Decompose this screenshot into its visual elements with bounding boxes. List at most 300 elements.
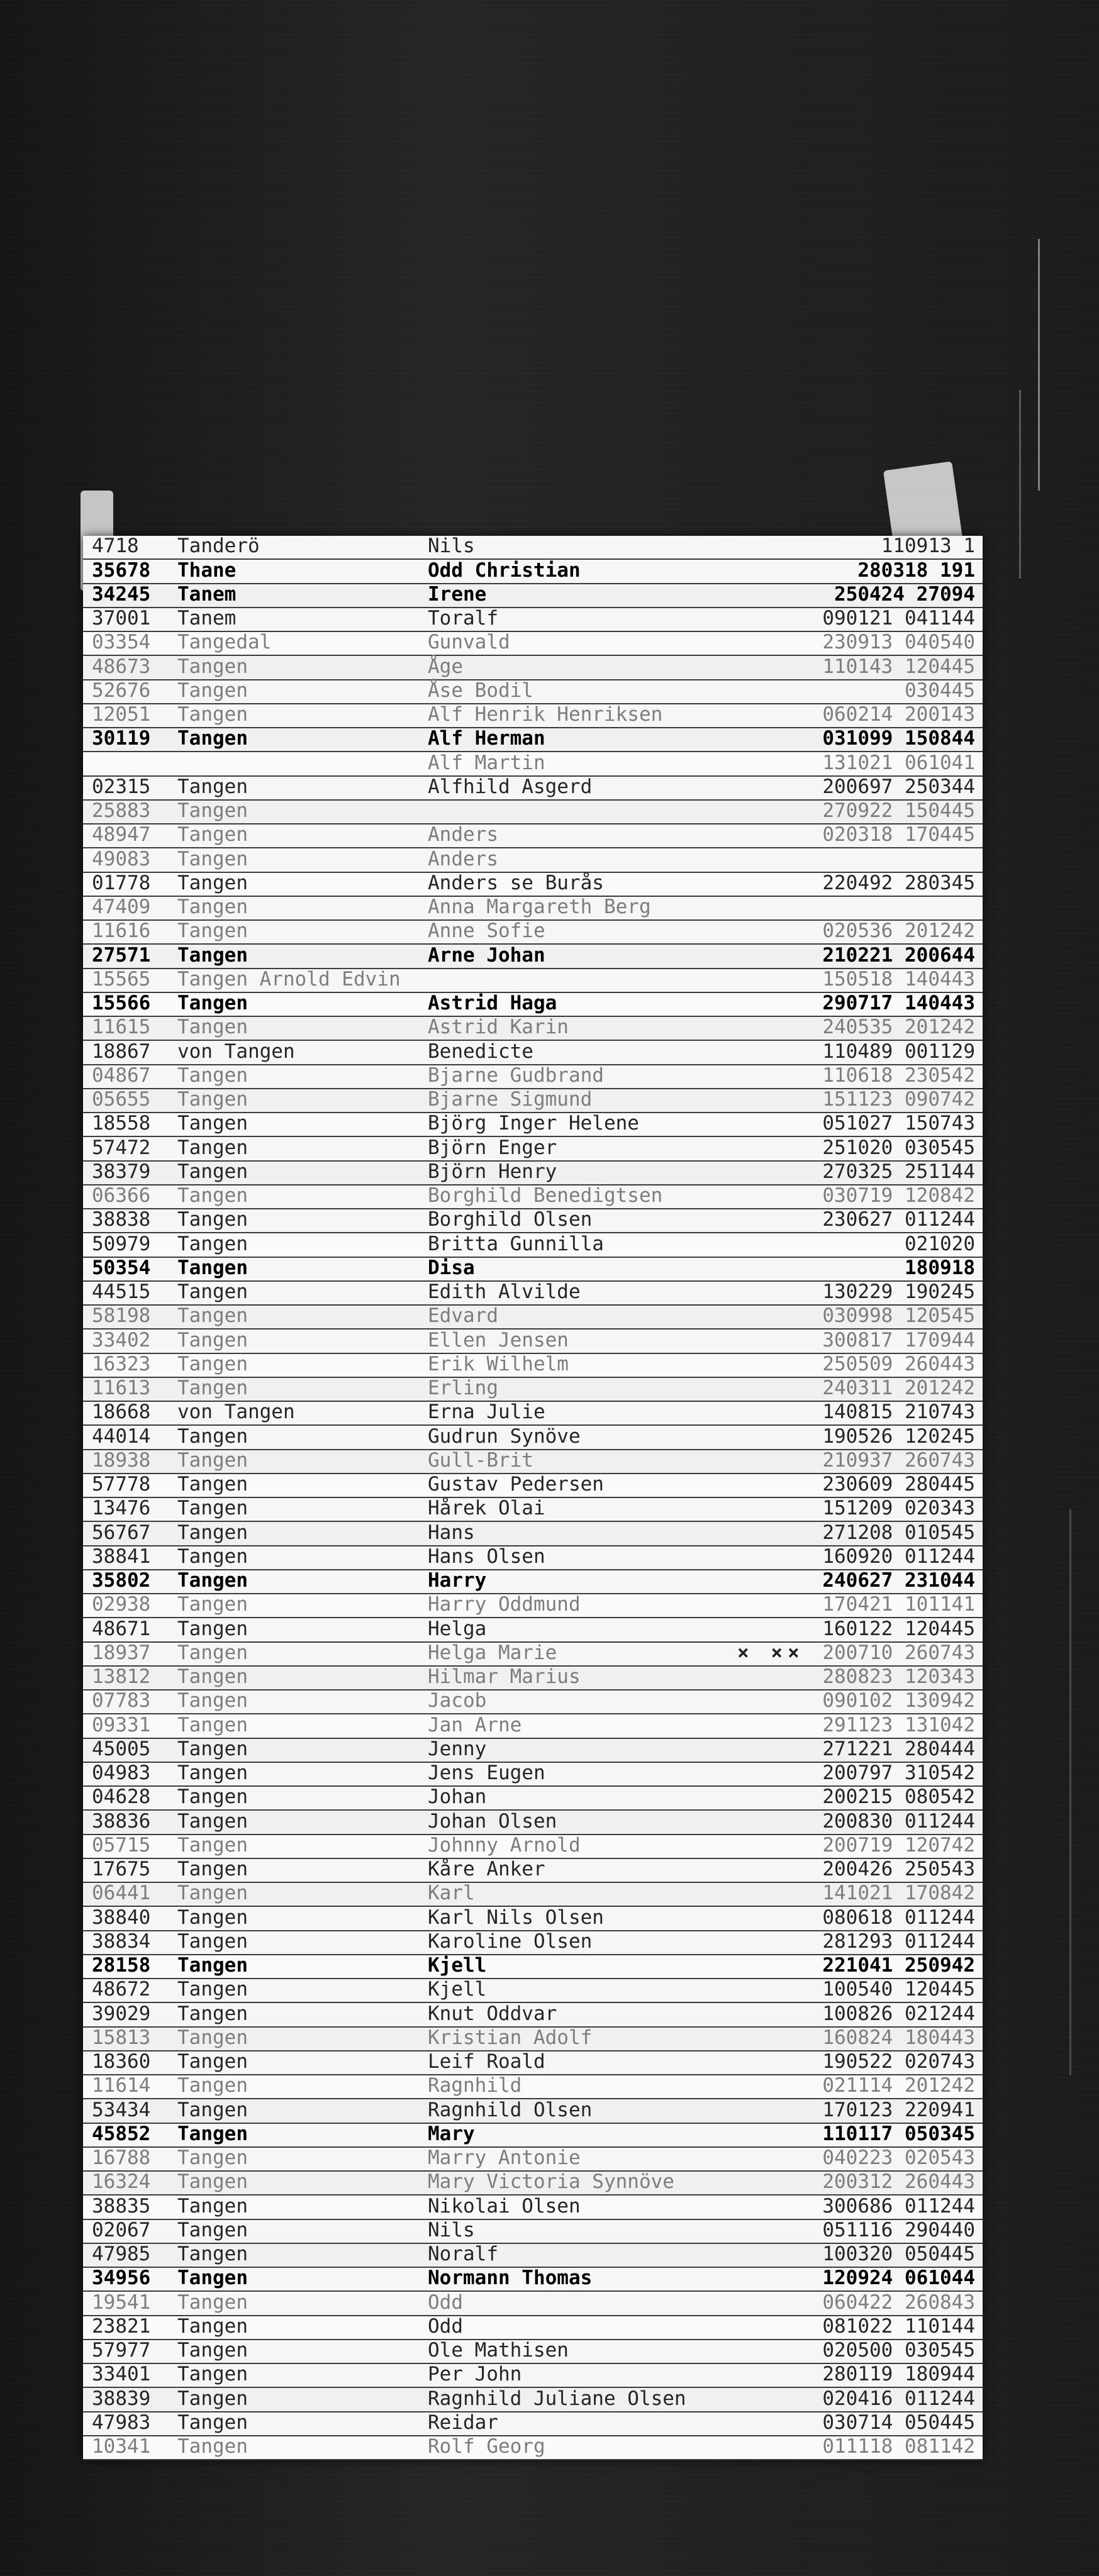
card-dates: 100320 050445: [822, 2243, 975, 2265]
card-row: [83, 1306, 983, 1330]
card-row: [83, 1402, 983, 1426]
card-row: [83, 1835, 983, 1859]
card-number: 13476: [92, 1497, 151, 1520]
card-surname: Tanem: [177, 607, 237, 630]
card-dates: 160122 120445: [822, 1617, 975, 1640]
card-number: 30119: [92, 727, 151, 750]
card-dates: 020536 201242: [822, 919, 975, 943]
card-number: 38836: [92, 1809, 151, 1833]
card-row: [83, 2075, 983, 2099]
card-row: [83, 2148, 983, 2172]
card-surname: Tangen: [177, 1497, 248, 1520]
card-number: 35802: [92, 1569, 151, 1592]
card-number: 15813: [92, 2026, 151, 2049]
card-number: 57778: [92, 1473, 151, 1496]
card-number: 02938: [92, 1593, 151, 1616]
card-surname: Tangen: [177, 2122, 248, 2145]
card-dates: 240311 201242: [822, 1377, 975, 1399]
card-row: [83, 1690, 983, 1714]
card-given-name: Mary Victoria Synnöve: [428, 2170, 674, 2194]
card-surname: Tangen: [177, 2290, 248, 2314]
card-given-name: Reidar: [428, 2411, 498, 2434]
card-number: 04628: [92, 1785, 151, 1809]
card-surname: Tangen: [177, 1208, 248, 1231]
card-row: [83, 2436, 983, 2460]
card-row: [83, 1498, 983, 1522]
card-number: 16324: [92, 2170, 151, 2194]
card-surname: von Tangen: [177, 1401, 295, 1424]
card-surname: Tangen: [177, 1929, 248, 1953]
card-row: [83, 1763, 983, 1787]
card-row: [83, 536, 983, 560]
card-number: 27571: [92, 943, 151, 967]
card-number: 16323: [92, 1352, 151, 1375]
card-dates: 270325 251144: [822, 1160, 975, 1183]
card-surname: Tangen: [177, 1521, 248, 1544]
card-given-name: Mary: [428, 2122, 475, 2145]
card-row: [83, 680, 983, 704]
card-number: 38839: [92, 2387, 151, 2410]
card-row: [83, 1209, 983, 1233]
card-given-name: Noralf: [428, 2243, 498, 2265]
card-number: 37001: [92, 607, 151, 630]
card-given-name: Björn Henry: [428, 1160, 557, 1183]
card-dates: 280318 191: [857, 558, 975, 582]
card-dates: 150518 140443: [822, 967, 975, 991]
card-surname: Tangen: [177, 1617, 248, 1640]
card-surname: Tangen: [177, 919, 248, 943]
card-row: [83, 656, 983, 680]
card-dates: 160920 011244: [822, 1545, 975, 1568]
card-surname: Tangen: [177, 679, 248, 702]
card-surname: Tangen: [177, 2170, 248, 2194]
card-number: 38840: [92, 1906, 151, 1929]
card-number: 34956: [92, 2267, 151, 2290]
card-given-name: Borghild Olsen: [428, 1208, 593, 1231]
card-dates: 210937 260743: [822, 1448, 975, 1472]
card-dates: 200426 250543: [822, 1858, 975, 1880]
card-dates: 220492 280345: [822, 871, 975, 894]
card-dates: 110618 230542: [822, 1063, 975, 1087]
card-number: 4718: [92, 536, 139, 558]
card-surname: Tangen: [177, 1858, 248, 1880]
card-surname: Tangen: [177, 1954, 248, 1977]
card-given-name: Kåre Anker: [428, 1858, 545, 1880]
card-given-name: Astrid Karin: [428, 1016, 569, 1039]
card-dates: 031099 150844: [822, 727, 975, 750]
card-row: [83, 1931, 983, 1955]
card-row: [83, 752, 983, 776]
card-number: 45005: [92, 1737, 151, 1760]
card-number: 47985: [92, 2243, 151, 2265]
card-surname: Tangen: [177, 1136, 248, 1159]
card-number: 39029: [92, 2002, 151, 2025]
card-given-name: Gunvald: [428, 631, 510, 654]
card-surname: Tangen: [177, 1016, 248, 1039]
card-surname: Tangen: [177, 2026, 248, 2049]
card-surname: Tangen: [177, 2002, 248, 2025]
card-row: [83, 1426, 983, 1450]
card-surname: Tangen: [177, 1689, 248, 1713]
card-surname: Tangen: [177, 2339, 248, 2362]
card-row: [83, 2172, 983, 2196]
card-dates: 030719 120842: [822, 1184, 975, 1207]
card-given-name: Hilmar Marius: [428, 1665, 581, 1688]
card-row: [83, 704, 983, 728]
card-row: [83, 1787, 983, 1811]
card-row: [83, 2244, 983, 2268]
card-given-name: Edith Alvilde: [428, 1280, 581, 1303]
card-row: [83, 1667, 983, 1690]
card-given-name: Erna Julie: [428, 1401, 545, 1424]
card-dates: 021020: [905, 1232, 975, 1255]
card-row: [83, 608, 983, 632]
card-surname: Tangen: [177, 1713, 248, 1736]
card-number: 18558: [92, 1112, 151, 1135]
card-row: [83, 2388, 983, 2412]
card-surname: Tanem: [177, 582, 237, 606]
card-given-name: Karl: [428, 1882, 475, 1905]
card-dates: 020416 011244: [822, 2387, 975, 2410]
card-given-name: Marry Antonie: [428, 2146, 581, 2169]
card-number: 18937: [92, 1641, 151, 1664]
card-given-name: Anders se Burås: [428, 871, 604, 894]
card-number: 47983: [92, 2411, 151, 2434]
card-surname: Tangen: [177, 1762, 248, 1784]
card-surname: Tanderö: [177, 536, 260, 558]
card-row: [83, 2028, 983, 2051]
card-surname: Tangen: [177, 1063, 248, 1087]
card-row: [83, 824, 983, 848]
card-row: [83, 632, 983, 656]
card-given-name: Disa: [428, 1256, 475, 1279]
card-row: [83, 1065, 983, 1089]
card-dates: 240627 231044: [822, 1569, 975, 1592]
card-surname: Tangen: [177, 1545, 248, 1568]
card-row: [83, 945, 983, 969]
card-row: [83, 1282, 983, 1306]
card-dates: 200697 250344: [822, 775, 975, 798]
card-dates: 060214 200143: [822, 703, 975, 726]
card-surname: Tangen: [177, 2050, 248, 2073]
card-number: 38379: [92, 1160, 151, 1183]
card-row: [83, 777, 983, 801]
card-number: 56767: [92, 1521, 151, 1544]
card-dates: 100826 021244: [822, 2002, 975, 2025]
card-number: 17675: [92, 1858, 151, 1880]
card-dates: 270922 150445: [822, 799, 975, 822]
card-row: [83, 1185, 983, 1209]
card-number: 19541: [92, 2290, 151, 2314]
card-given-name: Anne Sofie: [428, 919, 545, 943]
card-number: 50979: [92, 1232, 151, 1255]
card-number: 48947: [92, 823, 151, 847]
card-given-name: Leif Roald: [428, 2050, 545, 2073]
card-number: 23821: [92, 2314, 151, 2338]
card-surname: Tangen: [177, 2243, 248, 2265]
card-surname: Tangen: [177, 1737, 248, 1760]
card-given-name: Toralf: [428, 607, 498, 630]
card-dates: 280119 180944: [822, 2363, 975, 2386]
card-row: [83, 1979, 983, 2003]
card-given-name: Jacob: [428, 1689, 487, 1713]
card-surname: Tangen: [177, 703, 248, 726]
card-given-name: Harry Oddmund: [428, 1593, 581, 1616]
card-number: 38835: [92, 2194, 151, 2218]
card-number: 34245: [92, 582, 151, 606]
card-surname: Tangen: [177, 1785, 248, 1809]
card-dates: 051116 290440: [822, 2218, 975, 2241]
card-given-name: Astrid Haga: [428, 992, 557, 1014]
card-given-name: Hans Olsen: [428, 1545, 545, 1568]
card-surname: Tangen: [177, 1882, 248, 1905]
card-given-name: Ragnhild: [428, 2074, 522, 2097]
card-number: 05715: [92, 1833, 151, 1857]
card-given-name: Jan Arne: [428, 1713, 522, 1736]
card-given-name: Anna Margareth Berg: [428, 896, 651, 918]
card-given-name: Knut Oddvar: [428, 2002, 557, 2025]
card-surname: Tangen: [177, 799, 248, 822]
card-row: [83, 1907, 983, 1931]
card-surname: Tangedal: [177, 631, 272, 654]
card-number: 45852: [92, 2122, 151, 2145]
card-row: [83, 1017, 983, 1041]
card-dates: 250424 27094: [834, 582, 975, 606]
card-surname: Tangen: [177, 2387, 248, 2410]
card-surname: Tangen: [177, 1232, 248, 1255]
card-number: 18867: [92, 1040, 151, 1063]
card-given-name: Ragnhild Olsen: [428, 2098, 593, 2121]
card-number: 48672: [92, 1978, 151, 2001]
card-number: 38834: [92, 1929, 151, 1953]
card-dates: 120924 061044: [822, 2267, 975, 2290]
card-dates: 090121 041144: [822, 607, 975, 630]
card-number: 57977: [92, 2339, 151, 2362]
card-number: 18938: [92, 1448, 151, 1472]
light-streak: [1069, 1509, 1071, 2075]
card-given-name: Jenny: [428, 1737, 487, 1760]
card-surname: Tangen: [177, 1448, 248, 1472]
card-dates: 131021 061041: [822, 751, 975, 774]
card-given-name: Kjell: [428, 1978, 487, 2001]
card-given-name: Erik Wilhelm: [428, 1352, 569, 1375]
card-row: [83, 2003, 983, 2027]
card-row: [83, 1258, 983, 1282]
card-dates: 290717 140443: [822, 992, 975, 1014]
card-number: 04867: [92, 1063, 151, 1087]
card-row: [83, 801, 983, 824]
card-row: [83, 1089, 983, 1113]
card-surname: Tangen: [177, 823, 248, 847]
card-row: [83, 2292, 983, 2316]
card-row: [83, 728, 983, 752]
card-dates: 190522 020743: [822, 2050, 975, 2073]
card-number: 02067: [92, 2218, 151, 2241]
card-given-name: Ellen Jensen: [428, 1328, 569, 1352]
card-number: 06441: [92, 1882, 151, 1905]
card-row: [83, 1811, 983, 1835]
card-number: 58198: [92, 1304, 151, 1328]
card-dates: 081022 110144: [822, 2314, 975, 2338]
card-given-name: Kristian Adolf: [428, 2026, 593, 2049]
card-surname: Tangen: [177, 727, 248, 750]
card-given-name: Britta Gunnilla: [428, 1232, 604, 1255]
card-number: 15566: [92, 992, 151, 1014]
card-surname: Tangen: [177, 1280, 248, 1303]
card-surname: Tangen: [177, 1377, 248, 1399]
card-dates: 090102 130942: [822, 1689, 975, 1713]
card-dates: 011118 081142: [822, 2435, 975, 2458]
card-row: [83, 1522, 983, 1546]
card-number: 44014: [92, 1424, 151, 1448]
card-row: [83, 2051, 983, 2075]
card-dates: 200830 011244: [822, 1809, 975, 1833]
card-row: [83, 1546, 983, 1570]
card-number: 06366: [92, 1184, 151, 1207]
card-number: 07783: [92, 1689, 151, 1713]
card-surname: Tangen Arnold Edvin: [177, 967, 401, 991]
card-dates: 030714 050445: [822, 2411, 975, 2434]
card-given-name: Karoline Olsen: [428, 1929, 593, 1953]
card-dates: 170123 220941: [822, 2098, 975, 2121]
card-given-name: Nils: [428, 536, 475, 558]
card-dates: 250509 260443: [822, 1352, 975, 1375]
card-given-name: Åse Bodil: [428, 679, 533, 702]
card-dates: 170421 101141: [822, 1593, 975, 1616]
card-surname: Tangen: [177, 1978, 248, 2001]
card-row: [83, 1714, 983, 1738]
card-row: [83, 1137, 983, 1161]
card-row: [83, 1883, 983, 1907]
card-number: 01778: [92, 871, 151, 894]
card-given-name: Anders: [428, 847, 498, 870]
card-dates: 200312 260443: [822, 2170, 975, 2194]
card-surname: Tangen: [177, 2267, 248, 2290]
card-dates: 240535 201242: [822, 1016, 975, 1039]
card-dates: 140815 210743: [822, 1401, 975, 1424]
card-number: 47409: [92, 896, 151, 918]
card-number: 13812: [92, 1665, 151, 1688]
card-surname: Tangen: [177, 1593, 248, 1616]
card-surname: Thane: [177, 558, 237, 582]
card-given-name: Erling: [428, 1377, 498, 1399]
card-given-name: Harry: [428, 1569, 487, 1592]
card-row: [83, 1955, 983, 1979]
card-dates: 151123 090742: [822, 1088, 975, 1111]
card-given-name: Gudrun Synöve: [428, 1424, 581, 1448]
card-row: [83, 1474, 983, 1498]
card-given-name: Anders: [428, 823, 498, 847]
card-dates: 110143 120445: [822, 655, 975, 678]
card-dates: 020500 030545: [822, 2339, 975, 2362]
card-row: [83, 969, 983, 993]
card-surname: Tangen: [177, 2363, 248, 2386]
card-number: 49083: [92, 847, 151, 870]
card-surname: von Tangen: [177, 1040, 295, 1063]
card-surname: Tangen: [177, 1184, 248, 1207]
card-surname: Tangen: [177, 1328, 248, 1352]
card-dates: 130229 190245: [822, 1280, 975, 1303]
card-row: [83, 1643, 983, 1667]
card-row: [83, 1162, 983, 1185]
card-surname: Tangen: [177, 896, 248, 918]
card-dates: 291123 131042: [822, 1713, 975, 1736]
card-dates: 151209 020343: [822, 1497, 975, 1520]
card-number: 53434: [92, 2098, 151, 2121]
card-given-name: Benedicte: [428, 1040, 533, 1063]
card-row: [83, 1378, 983, 1402]
card-row: [83, 2340, 983, 2364]
card-given-name: Alf Herman: [428, 727, 545, 750]
card-dates: 200710 260743: [822, 1641, 975, 1664]
card-number: 12051: [92, 703, 151, 726]
card-surname: Tangen: [177, 1160, 248, 1183]
card-dates: 051027 150743: [822, 1112, 975, 1135]
card-row: [83, 897, 983, 921]
card-dates: 160824 180443: [822, 2026, 975, 2049]
card-number: 48673: [92, 655, 151, 678]
card-number: 52676: [92, 679, 151, 702]
card-given-name: Alf Martin: [428, 751, 545, 774]
card-row: [83, 1618, 983, 1642]
card-number: 18668: [92, 1401, 151, 1424]
card-surname: Tangen: [177, 1112, 248, 1135]
card-dates: 030998 120545: [822, 1304, 975, 1328]
card-row: [83, 560, 983, 584]
card-given-name: Johan Olsen: [428, 1809, 557, 1833]
card-surname: Tangen: [177, 1088, 248, 1111]
card-surname: Tangen: [177, 1256, 248, 1279]
card-given-name: Åge: [428, 655, 463, 678]
card-given-name: Irene: [428, 582, 487, 606]
card-given-name: Johnny Arnold: [428, 1833, 581, 1857]
card-given-name: Edvard: [428, 1304, 498, 1328]
card-dates: 300817 170944: [822, 1328, 975, 1352]
card-row: [83, 1354, 983, 1378]
card-dates: 110489 001129: [822, 1040, 975, 1063]
card-number: 44515: [92, 1280, 151, 1303]
card-dates: 190526 120245: [822, 1424, 975, 1448]
card-given-name: Helga: [428, 1617, 487, 1640]
card-row: [83, 1113, 983, 1137]
card-dates: 230913 040540: [822, 631, 975, 654]
card-row: [83, 2364, 983, 2388]
card-number: 05655: [92, 1088, 151, 1111]
light-streak: [1019, 390, 1021, 579]
card-number: 11614: [92, 2074, 151, 2097]
card-row: [83, 993, 983, 1017]
card-surname: Tangen: [177, 2194, 248, 2218]
card-given-name: Hårek Olai: [428, 1497, 545, 1520]
card-dates: 271208 010545: [822, 1521, 975, 1544]
card-number: 28158: [92, 1954, 151, 1977]
card-surname: Tangen: [177, 1424, 248, 1448]
card-row: [83, 2099, 983, 2123]
card-given-name: Alf Henrik Henriksen: [428, 703, 663, 726]
card-surname: Tangen: [177, 1352, 248, 1375]
card-dates: 021114 201242: [822, 2074, 975, 2097]
handwritten-marks: × ××: [737, 1641, 805, 1664]
card-surname: Tangen: [177, 655, 248, 678]
card-number: 33402: [92, 1328, 151, 1352]
card-given-name: Bjarne Sigmund: [428, 1088, 593, 1111]
card-dates: 251020 030545: [822, 1136, 975, 1159]
card-surname: Tangen: [177, 871, 248, 894]
card-dates: 040223 020543: [822, 2146, 975, 2169]
card-row: [83, 921, 983, 945]
card-given-name: Nils: [428, 2218, 475, 2241]
card-number: 02315: [92, 775, 151, 798]
